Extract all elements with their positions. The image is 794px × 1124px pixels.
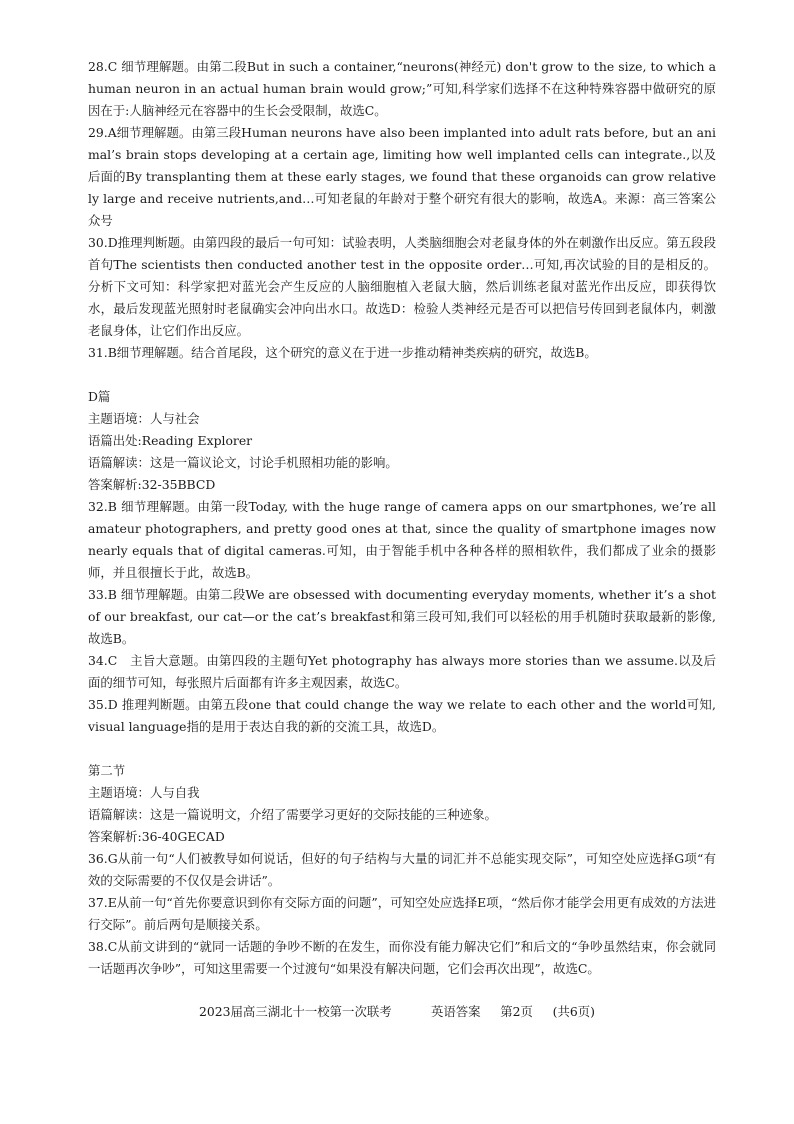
footer-total: (共6页) xyxy=(552,1004,595,1019)
footer-exam: 2023届高三湖北十一校第一次联考 xyxy=(199,1004,392,1019)
answer-34: 34.C 主旨大意题。由第四段的主题句Yet photography has always more stories than we assume.以及后面的细节可知，每张照片后面都有许多主观因素，故选C。 xyxy=(88,653,716,690)
section-d-source: 语篇出处:Reading Explorer xyxy=(88,433,253,448)
answer-29: 29.A细节理解题。由第三段Human neurons have also been implanted into adult rats before, but an animal’s brain stops developing at a certain age, limiting how well implanted cells can integrate.,以及后面的By transplanting them at these early stages, we found that these organoids can grow relatively large and receive nutrients,and…可知老鼠的年龄对于整个研究有很大的影响，故选A。来源：高三答案公众号 xyxy=(88,125,716,228)
answer-30: 30.D推理判断题。由第四段的最后一句可知：试验表明，人类脑细胞会对老鼠身体的外在刺激作出反应。第五段段首句The scientists then conducted another test in the opposite order…可知,再次试验的目的是相反的。分析下文可知：科学家把对蓝光会产生反应的人脑细胞植入老鼠大脑，然后训练老鼠对蓝光作出反应，即获得饮水，最后发现蓝光照射时老鼠确实会冲向出水口。故选D：检验人类神经元是否可以把信号传回到老鼠体内，刺激老鼠身体，让它们作出反应。 xyxy=(88,235,716,338)
answer-31: 31.B细节理解题。结合首尾段，这个研究的意义在于进一步推动精神类疾病的研究，故选B。 xyxy=(88,345,597,360)
section-2-heading: 第二节 xyxy=(88,763,126,778)
page-footer xyxy=(0,1001,794,1023)
section-2-key: 答案解析:36-40GECAD xyxy=(88,829,225,844)
answer-28: 28.C 细节理解题。由第二段But in such a container,“neurons(神经元) don't grow to the size, to which a human neuron in an actual human brain would grow;”可知,科学家们选择不在这种特殊容器中做研究的原因在于:人脑神经元在容器中的生长会受限制，故选C。 xyxy=(88,59,716,118)
answer-37: 37.E从前一句“首先你要意识到你有交际方面的问题”，可知空处应选择E项，“然后你才能学会用更有成效的方法进行交际”。前后两句是顺接关系。 xyxy=(88,895,716,932)
section-d-theme: 主题语境：人与社会 xyxy=(88,411,200,426)
answer-page xyxy=(88,56,716,980)
answer-32: 32.B 细节理解题。由第一段Today, with the huge range of camera apps on our smartphones, we’re all amateur photographers, and pretty good ones at that, since the quality of smartphone images now nearly equals that of digital cameras.可知，由于智能手机中各种各样的照相软件，我们都成了业余的摄影师，并且很擅长于此，故选B。 xyxy=(88,499,716,580)
footer-page: 第2页 xyxy=(500,1004,533,1019)
answer-36: 36.G从前一句“人们被教导如何说话，但好的句子结构与大量的词汇并不总能实现交际”，可知空处应选择G项“有效的交际需要的不仅仅是会讲话”。 xyxy=(88,851,716,888)
section-d-heading: D篇 xyxy=(88,389,111,404)
answer-33: 33.B 细节理解题。由第二段We are obsessed with documenting everyday moments, whether it’s a shot of our breakfast, our cat—or the cat’s breakfast和第三段可知,我们可以轻松的用手机随时获取最新的影像,故选B。 xyxy=(88,587,716,646)
answer-35: 35.D 推理判断题。由第五段one that could change the way we relate to each other and the world可知, visual language指的是用于表达自我的新的交流工具，故选D。 xyxy=(88,697,716,734)
answer-38: 38.C从前文讲到的“就同一话题的争吵不断的在发生，而你没有能力解决它们”和后文的“争吵虽然结束，你会就同一话题再次争吵”，可知这里需要一个过渡句“如果没有解决问题，它们会再次出现”，故选C。 xyxy=(88,939,716,976)
spacer xyxy=(88,738,716,760)
section-d-key: 答案解析:32-35BBCD xyxy=(88,477,216,492)
section-2-summary: 语篇解读：这是一篇说明文，介绍了需要学习更好的交际技能的三种迹象。 xyxy=(88,807,497,822)
spacer xyxy=(88,364,716,386)
footer-subject: 英语答案 xyxy=(431,1004,481,1019)
section-2-theme: 主题语境：人与自我 xyxy=(88,785,200,800)
section-d-summary: 语篇解读：这是一篇议论文，讨论手机照相功能的影响。 xyxy=(88,455,398,470)
